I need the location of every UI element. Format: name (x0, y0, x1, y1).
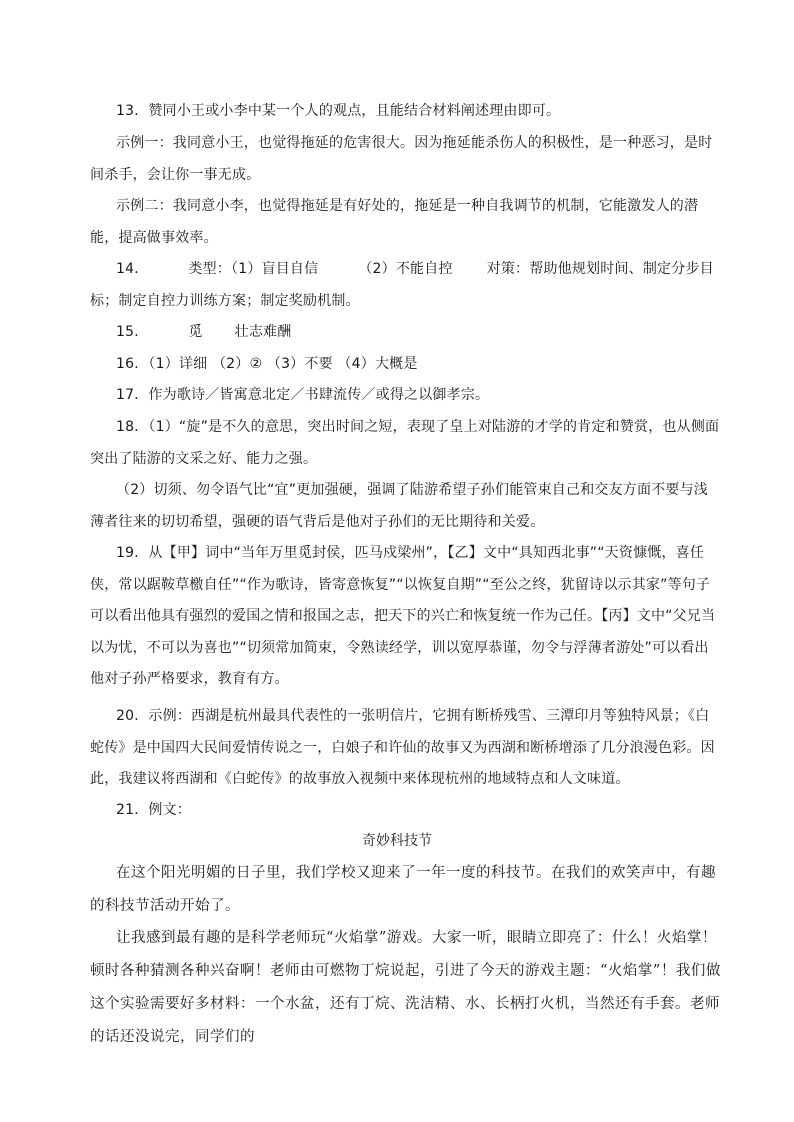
essay-title: 奇妙科技节 (362, 833, 432, 849)
answer-21-label: 21．例文： (116, 802, 192, 818)
answer-14-strategy: 对策：帮助他规划时间、制定分步目标；制定自控力训练方案；制定奖励机制。 (90, 261, 714, 309)
answer-13-example-2: 示例二：我同意小李，也觉得拖延是有好处的，拖延是一种自我调节的机制，它能激发人的潜能，提高做事效率。 (90, 198, 699, 246)
answer-15-b: 壮志难酬 (234, 324, 292, 340)
answer-17: 17．作为歌诗／皆寓意北定／书肆流传／或得之以御孝宗。 (116, 387, 490, 403)
answer-13-example-1: 示例一：我同意小王，也觉得拖延的危害很大。因为拖延能杀伤人的积极性，是一种恶习，是时间杀手，会让你一事无成。 (90, 135, 713, 183)
answer-13-intro: 13．赞同小王或小李中某一个人的观点，且能结合材料阐述理由即可。 (116, 103, 561, 119)
essay-paragraph-2: 让我感到最有趣的是科学老师玩“火焰掌”游戏。大家一听，眼睛立即亮了：什么！火焰掌！顿时各种猜测各种兴奋啊！老师由可燃物丁烷说起，引进了今天的游戏主题：“火焰掌”！我们做这个实验需要好多材料：一个水盆，还有丁烷、洗洁精、水、长柄打火机，当然还有手套。老师的话还没说完，同学们的 (90, 930, 721, 1045)
answer-16: 16．（1）详细 （2）② （3）不要 （4）大概是 (116, 356, 418, 372)
answer-20: 20．示例：西湖是杭州最具代表性的一张明信片，它拥有断桥残雪、三潭印月等独特风景；《白蛇传》是中国四大民间爱情传说之一，白娘子和许仙的故事又为西湖和断桥增添了几分浪漫色彩。因此，我建议将西湖和《白蛇传》的故事放入视频中来体现杭州的地域特点和人文味道。 (90, 708, 715, 787)
answer-15 (90, 317, 722, 349)
answer-15-number: 15． (116, 324, 149, 340)
answer-18-part-2: （2）切须、勿令语气比“宜”更加强硬，强调了陆游希望子孙们能管束自己和交友方面不要与浅薄者往来的切切希望，强硬的语气背后是他对子孙们的无比期待和关爱。 (90, 482, 709, 530)
answer-14-type-2: （2）不能自控 (358, 261, 453, 277)
answer-15-a: 觅 (188, 324, 203, 340)
answer-14-type-1: 类型：（1）盲目自信 (188, 261, 319, 277)
answer-14-number: 14． (116, 261, 149, 277)
answer-19: 19．从【甲】词中“当年万里觅封侯，匹马戍梁州”，【乙】文中“具知西北事”“天资慷慨，喜任侠，常以踞鞍草檄自任”“作为歌诗，皆寄意恢复”“以恢复自期”“至公之终，犹留诗以示其家”等句子可以看出他具有强烈的爱国之情和报国之志，把天下的兴亡和恢复统一作为己任。【丙】文中“父兄当以为忧，不可以为喜也”“切须常加简束，令熟读经学，训以宽厚恭谨，勿令与浮薄者游处”可以看出他对子孙严格要求，教育有方。 (90, 545, 716, 687)
answer-18-part-1: 18．（1）“旋”是不久的意思，突出时间之短，表现了皇上对陆游的才学的肯定和赞赏，也从侧面突出了陆游的文采之好、能力之强。 (90, 419, 720, 467)
answer-14 (90, 254, 722, 317)
essay-paragraph-1: 在这个阳光明媚的日子里，我们学校又迎来了一年一度的科技节。在我们的欢笑声中，有趣的科技节活动开始了。 (90, 865, 716, 914)
